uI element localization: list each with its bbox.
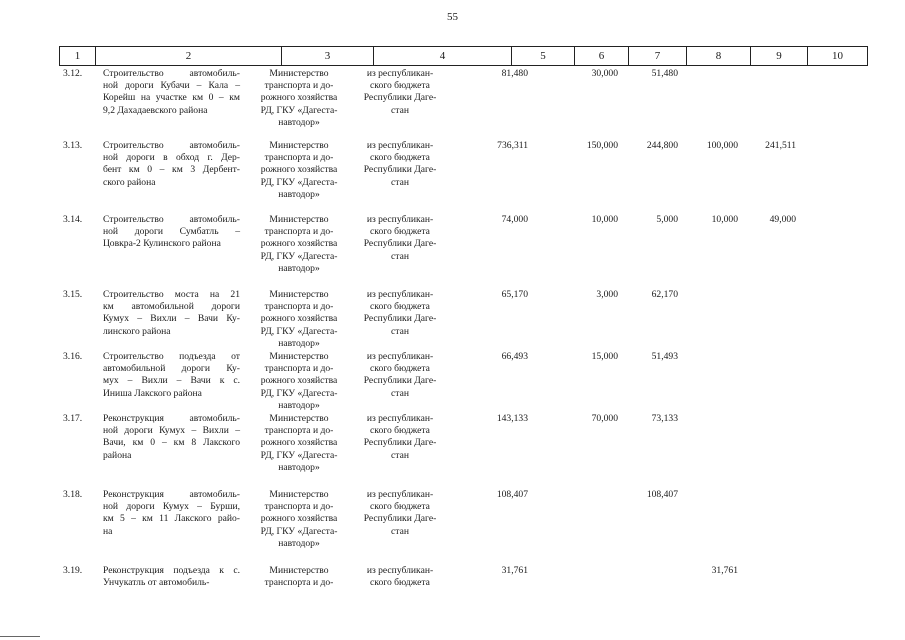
project-name-line: Цовкра-2 Кулинского района	[103, 238, 221, 250]
table-header-row	[59, 46, 868, 66]
amount-col-6: 70,000	[591, 413, 618, 424]
responsible-agency-line: транспорта и до-	[264, 301, 334, 313]
funding-source-line: из республикан-	[366, 351, 434, 362]
responsible-agency-line: Министерство	[269, 140, 329, 151]
responsible-agency-line: Министерство	[269, 489, 329, 500]
amount-col-5: 81,480	[501, 68, 528, 79]
project-name	[103, 289, 240, 338]
project-name-line: мух – Вихли – Вачи к с.	[103, 375, 240, 387]
responsible-agency	[250, 565, 348, 589]
project-name-line: Строительство автомобиль-	[103, 214, 240, 225]
responsible-agency-line: Министерство	[269, 413, 329, 424]
funding-source-line: стан	[391, 176, 409, 188]
responsible-agency-line: навтодор»	[278, 188, 320, 200]
responsible-agency-line: рожного хозяйства	[260, 513, 338, 525]
project-name-line: Кумух – Вихли – Вачи Ку-	[103, 313, 240, 325]
responsible-agency-line: навтодор»	[278, 337, 320, 349]
funding-source-line: ского бюджета	[370, 226, 430, 238]
amount-col-8: 100,000	[706, 140, 738, 151]
amount-col-6: 30,000	[591, 68, 618, 79]
amount-col-5: 65,170	[501, 289, 528, 300]
project-name	[103, 140, 240, 189]
responsible-agency-line: Министерство	[269, 214, 329, 225]
row-number: 3.17.	[63, 413, 83, 424]
header-col-10: 10	[807, 47, 868, 66]
amount-col-7: 51,493	[651, 351, 678, 362]
project-name-line: ского района	[103, 176, 156, 188]
project-name-line: Реконструкция автомобиль-	[103, 489, 240, 500]
responsible-agency	[250, 489, 348, 550]
amount-col-7: 73,133	[651, 413, 678, 424]
project-name-line: Строительство автомобиль-	[103, 68, 240, 79]
project-name-line: Вачи, км 0 – км 8 Лакского	[103, 437, 240, 449]
amount-col-7: 62,170	[651, 289, 678, 300]
amount-col-6: 15,000	[591, 351, 618, 362]
project-name-line: района	[103, 449, 132, 461]
project-name-line: ной дороги Кубачи – Кала –	[103, 80, 240, 92]
project-name	[103, 489, 240, 538]
project-name-line: на	[103, 525, 113, 537]
project-name-line: 9,2 Дахадаевского района	[103, 104, 208, 116]
responsible-agency-line: навтодор»	[278, 461, 320, 473]
project-name	[103, 68, 240, 117]
funding-source-line: Республики Даге-	[363, 164, 437, 176]
project-name-line: ной дороги в обход г. Дер-	[103, 152, 240, 164]
responsible-agency-line: РД, ГКУ «Дагеста-	[260, 176, 338, 188]
responsible-agency-line: транспорта и до-	[264, 501, 334, 513]
amount-col-5: 31,761	[501, 565, 528, 576]
amount-col-9: 49,000	[769, 214, 796, 225]
responsible-agency-line: транспорта и до-	[264, 577, 334, 589]
funding-source-line: стан	[391, 449, 409, 461]
project-name	[103, 214, 240, 251]
header-col-7: 7	[628, 47, 686, 66]
funding-source-line: из республикан-	[366, 413, 434, 424]
project-name-line: Унчукатль от автомобиль-	[103, 577, 210, 589]
responsible-agency-line: транспорта и до-	[264, 363, 334, 375]
row-number: 3.18.	[63, 489, 83, 500]
row-number: 3.13.	[63, 140, 83, 151]
responsible-agency	[250, 140, 348, 201]
header-col-5: 5	[511, 47, 574, 66]
amount-col-5: 143,133	[496, 413, 528, 424]
funding-source-line: ского бюджета	[370, 577, 430, 589]
funding-source	[352, 289, 448, 338]
funding-source-line: стан	[391, 387, 409, 399]
funding-source-line: ского бюджета	[370, 80, 430, 92]
funding-source-line: стан	[391, 104, 409, 116]
responsible-agency	[250, 289, 348, 350]
row-number: 3.16.	[63, 351, 83, 362]
amount-col-5: 108,407	[496, 489, 528, 500]
header-col-1: 1	[59, 47, 95, 66]
amount-col-7: 108,407	[646, 489, 678, 500]
project-name-line: автомобильной дороги Ку-	[103, 363, 240, 375]
responsible-agency-line: РД, ГКУ «Дагеста-	[260, 104, 338, 116]
header-col-9: 9	[750, 47, 807, 66]
header-col-3: 3	[281, 47, 373, 66]
project-name-line: км автомобильной дороги	[103, 301, 240, 313]
amount-col-7: 51,480	[651, 68, 678, 79]
responsible-agency-line: навтодор»	[278, 262, 320, 274]
project-name-line: Иниша Лакского района	[103, 387, 202, 399]
responsible-agency	[250, 351, 348, 412]
row-number: 3.14.	[63, 214, 83, 225]
project-name-line: линского района	[103, 325, 171, 337]
responsible-agency-line: РД, ГКУ «Дагеста-	[260, 525, 338, 537]
header-col-6: 6	[574, 47, 628, 66]
funding-source-line: Республики Даге-	[363, 92, 437, 104]
amount-col-6: 150,000	[586, 140, 618, 151]
row-number: 3.19.	[63, 565, 83, 576]
funding-source-line: ского бюджета	[370, 152, 430, 164]
header-col-2: 2	[95, 47, 281, 66]
responsible-agency-line: РД, ГКУ «Дагеста-	[260, 449, 338, 461]
project-name	[103, 413, 240, 462]
project-name-line: Строительство автомобиль-	[103, 140, 240, 151]
funding-source-line: из республикан-	[366, 68, 434, 79]
responsible-agency-line: навтодор»	[278, 116, 320, 128]
funding-source-line: Республики Даге-	[363, 437, 437, 449]
amount-col-8: 31,761	[711, 565, 738, 576]
responsible-agency-line: транспорта и до-	[264, 152, 334, 164]
funding-source-line: Республики Даге-	[363, 313, 437, 325]
project-name-line: Корейш на участке км 0 – км	[103, 92, 240, 104]
header-col-8: 8	[686, 47, 750, 66]
funding-source-line: стан	[391, 325, 409, 337]
project-name	[103, 565, 240, 589]
responsible-agency-line: рожного хозяйства	[260, 437, 338, 449]
responsible-agency-line: навтодор»	[278, 537, 320, 549]
funding-source	[352, 68, 448, 117]
amount-col-6: 10,000	[591, 214, 618, 225]
funding-source-line: ского бюджета	[370, 363, 430, 375]
funding-source-line: из республикан-	[366, 565, 434, 576]
responsible-agency	[250, 214, 348, 275]
amount-col-7: 5,000	[656, 214, 678, 225]
funding-source	[352, 351, 448, 400]
funding-source-line: из республикан-	[366, 140, 434, 151]
responsible-agency-line: рожного хозяйства	[260, 238, 338, 250]
amount-col-5: 74,000	[501, 214, 528, 225]
amount-col-6: 3,000	[596, 289, 618, 300]
responsible-agency-line: Министерство	[269, 565, 329, 576]
funding-source-line: Республики Даге-	[363, 375, 437, 387]
header-col-4: 4	[373, 47, 511, 66]
project-name-line: бент км 0 – км 3 Дербент-	[103, 164, 240, 176]
project-name-line: км 5 – км 11 Лакского райо-	[103, 513, 240, 525]
page-number: 55	[447, 11, 458, 23]
row-number: 3.15.	[63, 289, 83, 300]
project-name-line: Строительство моста на 21	[103, 289, 240, 300]
amount-col-7: 244,800	[646, 140, 678, 151]
amount-col-9: 241,511	[765, 140, 796, 151]
funding-source	[352, 565, 448, 589]
funding-source	[352, 214, 448, 263]
responsible-agency-line: рожного хозяйства	[260, 375, 338, 387]
responsible-agency-line: РД, ГКУ «Дагеста-	[260, 325, 338, 337]
funding-source-line: из республикан-	[366, 489, 434, 500]
funding-source	[352, 413, 448, 462]
responsible-agency-line: рожного хозяйства	[260, 313, 338, 325]
funding-source	[352, 140, 448, 189]
funding-source-line: стан	[391, 525, 409, 537]
project-name-line: ной дороги Кумух – Вихли –	[103, 425, 240, 437]
project-name-line: Строительство подъезда от	[103, 351, 240, 362]
funding-source-line: стан	[391, 250, 409, 262]
responsible-agency-line: Министерство	[269, 351, 329, 362]
responsible-agency-line: навтодор»	[278, 399, 320, 411]
funding-source-line: ского бюджета	[370, 425, 430, 437]
project-name-line: Реконструкция автомобиль-	[103, 413, 240, 424]
funding-source-line: из республикан-	[366, 214, 434, 225]
responsible-agency	[250, 68, 348, 129]
funding-source-line: Республики Даге-	[363, 513, 437, 525]
responsible-agency-line: РД, ГКУ «Дагеста-	[260, 387, 338, 399]
funding-source-line: из республикан-	[366, 289, 434, 300]
responsible-agency	[250, 413, 348, 474]
responsible-agency-line: Министерство	[269, 68, 329, 79]
amount-col-8: 10,000	[711, 214, 738, 225]
responsible-agency-line: рожного хозяйства	[260, 164, 338, 176]
funding-source	[352, 489, 448, 538]
responsible-agency-line: РД, ГКУ «Дагеста-	[260, 250, 338, 262]
responsible-agency-line: транспорта и до-	[264, 425, 334, 437]
funding-source-line: ского бюджета	[370, 501, 430, 513]
responsible-agency-line: транспорта и до-	[264, 226, 334, 238]
project-name-line: ной дороги Сумбатль –	[103, 226, 240, 238]
amount-col-5: 736,311	[497, 140, 528, 151]
funding-source-line: ского бюджета	[370, 301, 430, 313]
row-number: 3.12.	[63, 68, 83, 79]
amount-col-5: 66,493	[501, 351, 528, 362]
project-name-line: Реконструкция подъезда к с.	[103, 565, 240, 576]
responsible-agency-line: рожного хозяйства	[260, 92, 338, 104]
project-name-line: ной дороги Кумух – Бурши,	[103, 501, 240, 513]
funding-source-line: Республики Даге-	[363, 238, 437, 250]
project-name	[103, 351, 240, 400]
responsible-agency-line: Министерство	[269, 289, 329, 300]
scan-edge-line	[0, 636, 40, 637]
responsible-agency-line: транспорта и до-	[264, 80, 334, 92]
